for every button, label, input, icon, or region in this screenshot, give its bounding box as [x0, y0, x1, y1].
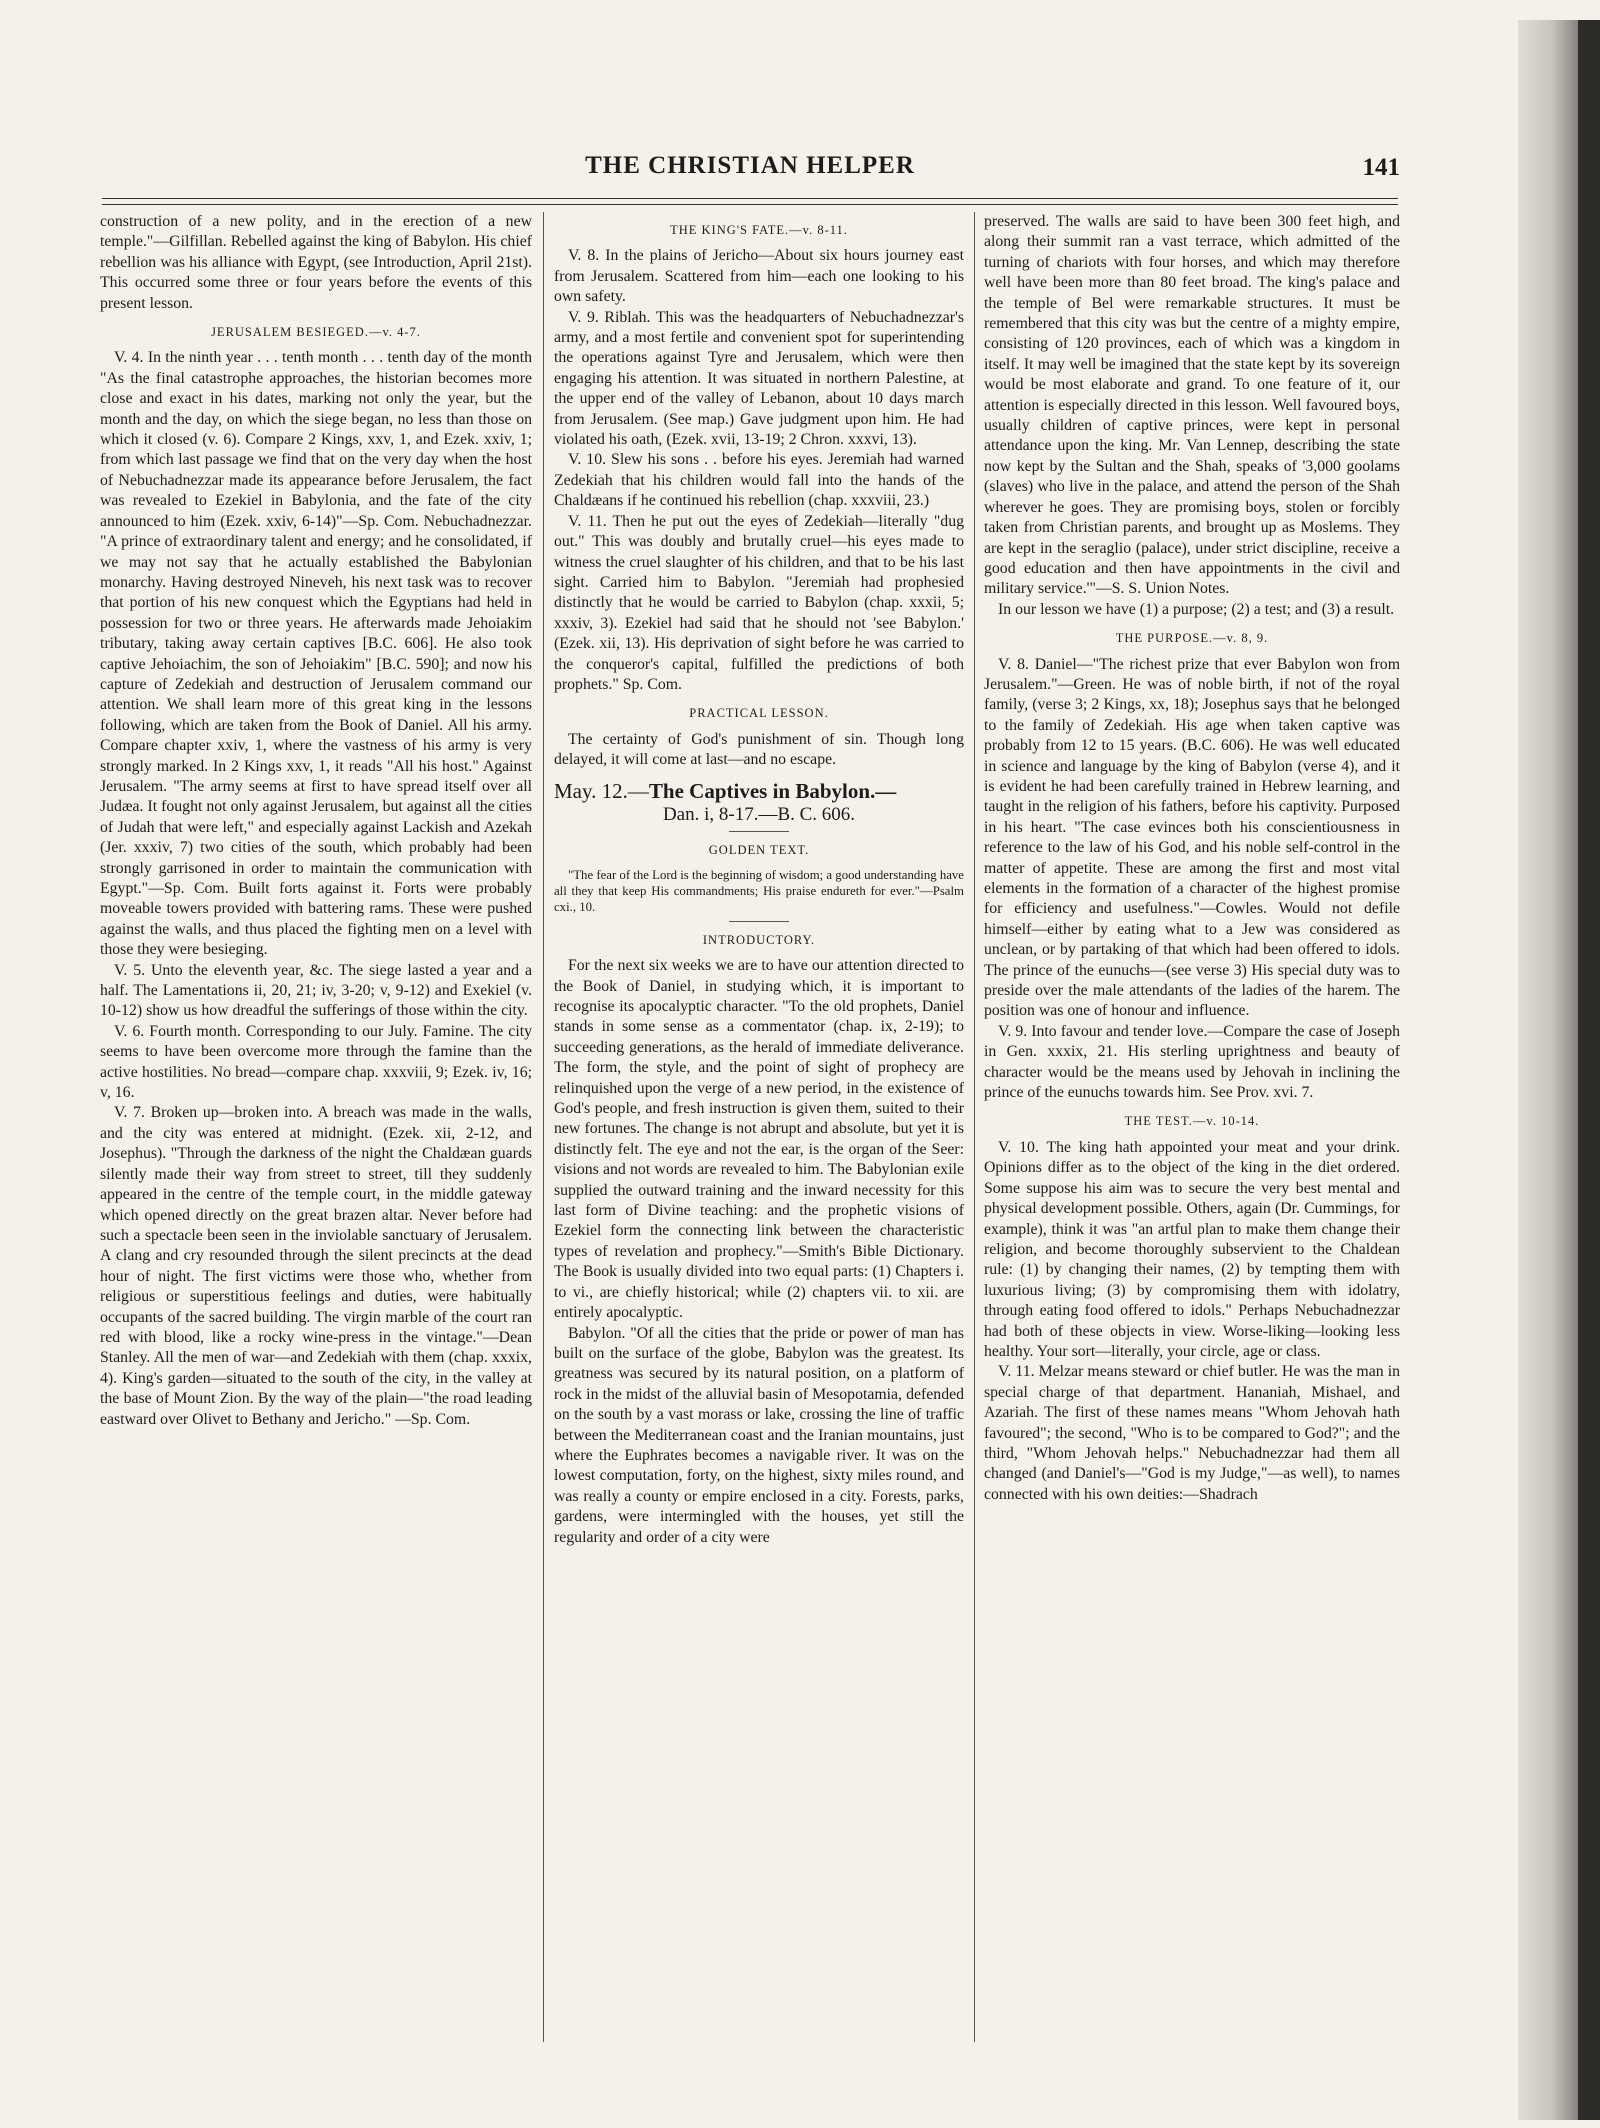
- lesson-reference: Dan. i, 8-17.—B. C. 606.: [662, 803, 856, 825]
- column-middle: [554, 212, 964, 2072]
- section-heading: THE TEST.—v. 10-14.: [1124, 1114, 1260, 1129]
- paragraph: V. 11. Then he put out the eyes of Zedekiah—literally "dug out." This was doubly and brutally cruel—his eyes made to witness the cruel slaughter of his children, and that to be his last sight. Carried him to Babylon. "Jeremiah had prophesied distinctly that he would be carried to Babylon (chap. xxxii, 5; xxxiv, 3). Ezekiel had said that he should not 'see Babylon.' (Ezek. xii, 13). His deprivation of sight before he was carried to the conqueror's capital, fulfilled the predictions of both prophets." Sp. Com.: [554, 512, 964, 693]
- column-right: [984, 212, 1400, 2072]
- paragraph: V. 6. Fourth month. Corresponding to our July. Famine. The city seems to have been overcome more through the famine than the active hostilities. No bread—compare chap. xxxviii, 9; Ezek. iv, 16; v, 16.: [100, 1022, 532, 1102]
- paragraph: V. 8. Daniel—"The richest prize that ever Babylon won from Jerusalem."—Green. He was of noble birth, if not of the royal family, (verse 3; 2 Kings, xx, 18); Josephus says that he belonged to the family of Zedekiah. His age when taken captive was probably from 12 to 15 years. (B.C. 606). He was well educated in science and language by the king of Babylon (verse 4), and it is evident he had been carefully trained in Hebrew learning, and taught in the religion of his fathers, before his captivity. Purposed in his heart. "The case evinces both his conscientiousness in reference to the law of his God, and his noble self-control in the matter of appetite. These are among the first and most vital elements in the formation of a character of the highest promise for efficiency and usefulness."—Cowles. Would not defile himself—either by eating what to a Jew was considered as unclean, or by partaking of that which had been offered to idols. The prince of the eunuchs—(see verse 3) His special duty was to preside over the male attendants of the ladies of the harem. The position was one of honour and influence.: [984, 655, 1400, 1020]
- paragraph: V. 11. Melzar means steward or chief butler. He was the man in special charge of that department. Hananiah, Mishael, and Azariah. The first of these names means "Whom Jehovah hath favoured"; the second, "Who is to be compared to God?"; and the third, "Whom Jehovah helps." Nebuchadnezzar had them all changed (and Daniel's—"God is my Judge,"—as well), to names connected with his own deities:—Shadrach: [984, 1363, 1400, 1503]
- paragraph: Babylon. "Of all the cities that the pride or power of man has built on the surface of the globe, Babylon was the greatest. Its greatness was secured by its natural position, on a platform of rock in the midst of the alluvial basin of Mesopotamia, defended on the south by a vast morass or lake, crossing the line of traffic between the Mediterranean coast and the Iranian mountains, just where the Euphrates becomes a navigable river. It was on the lowest computation, forty, on the highest, sixty miles round, and was really a county or empire enclosed in a city. Forests, parks, gardens, were intermingled with the houses, yet still the regularity and order of a city were: [554, 1324, 964, 1546]
- lesson-date: May. 12.—: [554, 778, 649, 803]
- paragraph: preserved. The walls are said to have been 300 feet high, and along their summit ran a vast terrace, which admitted of the turning of chariots with four horses, and which may therefore well have been more than 80 feet broad. The king's palace and the temple of Bel were remarkable structures. It must be remembered that this city was but the centre of a mighty empire, consisting of 120 provinces, each of which was a kingdom in itself. It may well be imagined that the state kept by its sovereign would be most elaborate and grand. To one feature of it, our attention is especially directed in this lesson. Well favoured boys, usually children of captive princes, were kept in personal attendance upon the king. Mr. Van Lennep, describing the state now kept by the Sultan and the Shah, speaks of '3,000 goolams (slaves) who live in the palace, and attend the person of the Shah wherever he goes. They are promising boys, stolen or forcibly taken from Christian parents, and brought up as Moslems. They are kept in the seraglio (palace), under strict discipline, receive a good education and then have appointments in the civil and military service.'"—S. S. Union Notes.: [984, 213, 1400, 598]
- paragraph: V. 4. In the ninth year . . . tenth month . . . tenth day of the month "As the final catastrophe approaches, the historian becomes more close and exact in his dates, marking not only the year, but the month and the day, on which the siege began, no less than those on which it closed (v. 6). Compare 2 Kings, xxv, 1, and Ezek. xxiv, 1; from which last passage we find that on the very day when the host of Nebuchadnezzar made its appearance before Jerusalem, the fact was revealed to Ezekiel in Babylonia, and the fate of the city announced to him (Ezek. xxiv, 6-14)"—Sp. Com. Nebuchadnezzar. "A prince of extraordinary talent and energy; and he consolidated, if we may not say that he actually established the Babylonian monarchy. Having destroyed Nineveh, his next task was to recover that portion of his new conquest which the Egyptians had held in possession for two or three years. He afterwards made Jehoiakim tributary, taking away certain captives [B.C. 606]. He also took captive Jehoiachim, the son of Jehoiakim" [B.C. 590]; and now his capture of Zedekiah and destruction of Jerusalem command our attention. We shall learn more of this great king in the lessons following, which are taken from the Book of Daniel. All his army. Compare chapter xxiv, 1, where the vastness of his army is very strongly marked. In 2 Kings xxv, 1, it reads "All his host." Against Jerusalem. "The army seems at first to have spread itself over all Judæa. It fought not only against Jerusalem, but against all the cities of Judah that were left," and especially against Lackish and Azekah (Jer. xxxiv, 7) two cities of the south, which probably had been strongly garrisoned in order to maintain the communication with Egypt."—Sp. Com. Built forts against it. Forts were probably moveable towers provided with battering rams. These were pushed against the walls, and thus placed the fighting men on a level with those they were besieging.: [100, 349, 532, 959]
- section-heading: PRACTICAL LESSON.: [689, 706, 829, 721]
- page-header: [100, 152, 1400, 192]
- running-title: THE CHRISTIAN HELPER: [585, 152, 915, 179]
- paragraph: V. 10. The king hath appointed your meat and your drink. Opinions differ as to the object of the king in the diet ordered. Some suppose his aim was to secure the very best mental and physical development possible. Others, again (Dr. Cummings, for example), think it was "an artful plan to make them change their religion, and become thoroughly subservient to the Chaldean rule: (1) by changing their names, (2) by tempting them with luxurious living; (3) by compromising them with idolatry, through eating food offered to idols." Perhaps Nebuchadnezzar had both of these objects in view. Worse-liking—looking less healthy. Your sort—literally, your circle, age or class.: [984, 1138, 1400, 1360]
- paragraph: In our lesson we have (1) a purpose; (2) a test; and (3) a result.: [998, 600, 1395, 618]
- golden-text: "The fear of the Lord is the beginning of wisdom; a good understanding have all they that keep His commandments; His praise endureth for ever."—Psalm cxi., 10.: [554, 867, 964, 914]
- section-heading: THE KING'S FATE.—v. 8-11.: [670, 223, 848, 237]
- section-heading: GOLDEN TEXT.: [708, 843, 810, 858]
- paragraph: V. 10. Slew his sons . . before his eyes. Jeremiah had warned Zedekiah that his children would fall into the hands of the Chaldæans if he continued his rebellion (chap. xxxviii, 23.): [554, 451, 964, 510]
- book-cover-edge: [1578, 20, 1600, 2120]
- header-rule-second: [102, 204, 1398, 205]
- section-heading: INTRODUCTORY.: [702, 932, 816, 947]
- paragraph: For the next six weeks we are to have our attention directed to the Book of Daniel, in studying which, it is important to recognise its apocalyptic character. "To the old prophets, Daniel stands in some sense as a commentator (chap. ix, 2-19); to succeeding generations, as the herald of immediate deliverance. The form, the style, and the point of sight of prophecy are relinquished upon the verge of a new period, in the existence of God's people, and fresh instruction is given them, suited to their new fortunes. The change is not abrupt and absolute, but yet it is distinctly felt. The eye and not the ear, is the organ of the Seer: visions and not words are revealed to him. The Babylonian exile supplied the outward training and the inward necessity for this last form of Divine teaching: and the prophetic visions of Ezekiel form the connecting link between the characteristic types of revelation and prophecy."—Smith's Bible Dictionary. The Book is usually divided into two equal parts: (1) Chapters i. to vi., are chiefly historical; while (2) chapters vii. to xii. are entirely apocalyptic.: [554, 957, 964, 1322]
- page-number: 141: [1362, 154, 1400, 181]
- paragraph: V. 7. Broken up—broken into. A breach was made in the walls, and the city was entered at midnight. (Ezek. xii, 2-12, and Josephus). "Through the darkness of the night the Chaldæan guards silently made their way from street to street, till they suddenly appeared in the centre of the temple court, in the middle gateway which opened directly on the great brazen altar. Never before had such a spectacle been seen in the inviolable sanctuary of Jerusalem. A clang and cry resounded through the silent precincts at the dead hour of night. The first victims were those who, whether from religious or superstitious feelings and duties, were habitually occupants of the sacred building. The virgin marble of the court ran red with blood, like a rocky wine-press in the vintage."—Dean Stanley. All the men of war—and Zedekiah with them (chap. xxxix, 4). King's garden—situated to the south of the city, in the valley at the base of Mount Zion. By the way of the plain—"the road leading eastward over Olivet to Bethany and Jericho." —Sp. Com.: [100, 1104, 532, 1428]
- paragraph: V. 8. In the plains of Jericho—About six hours journey east from Jerusalem. Scattered from him—each one looking to his own safety.: [554, 247, 964, 306]
- column-divider: [543, 212, 544, 2042]
- column-left: [100, 212, 532, 2072]
- paragraph: The certainty of God's punishment of sin. Though long delayed, it will come at last—and no escape.: [554, 730, 964, 769]
- section-heading: JERUSALEM BESIEGED.—v. 4-7.: [211, 325, 421, 340]
- paragraph: construction of a new polity, and in the erection of a new temple."—Gilfillan. Rebelled against the king of Babylon. His chief rebellion was his alliance with Egypt, (see Introduction, April 21st). This occurred some three or four years before the events of this present lesson.: [100, 213, 532, 312]
- header-rule: [102, 198, 1398, 199]
- paragraph: V. 9. Into favour and tender love.—Compare the case of Joseph in Gen. xxxix, 21. His sterling uprightness and beauty of character would be the means used by Jehovah in inclining the prince of the eunuchs towards him. See Prov. xvi. 7.: [984, 1022, 1400, 1102]
- short-rule: [729, 831, 789, 832]
- lesson-name: The Captives in Babylon.—: [648, 778, 897, 803]
- section-heading: THE PURPOSE.—v. 8, 9.: [1115, 631, 1269, 646]
- lesson-title: [554, 778, 964, 803]
- paragraph: V. 5. Unto the eleventh year, &c. The siege lasted a year and a half. The Lamentations ii, 20, 21; iv, 3-20; v, 9-12) and Exekiel (v. 10-12) show us how dreadful the sufferings of those within the city.: [100, 961, 532, 1020]
- short-rule: [729, 921, 789, 922]
- column-divider: [974, 212, 975, 2042]
- paragraph: V. 9. Riblah. This was the headquarters of Nebuchadnezzar's army, and a most fertile and convenient spot for superintending the operations against Tyre and Jerusalem, which were then engaging his attention. It was situated in northern Palestine, at the upper end of the valley of Lebanon, about 10 days march from Jerusalem. (See map.) Gave judgment upon him. He had violated his oath, (Ezek. xvii, 13-19; 2 Chron. xxxvi, 13).: [554, 308, 964, 449]
